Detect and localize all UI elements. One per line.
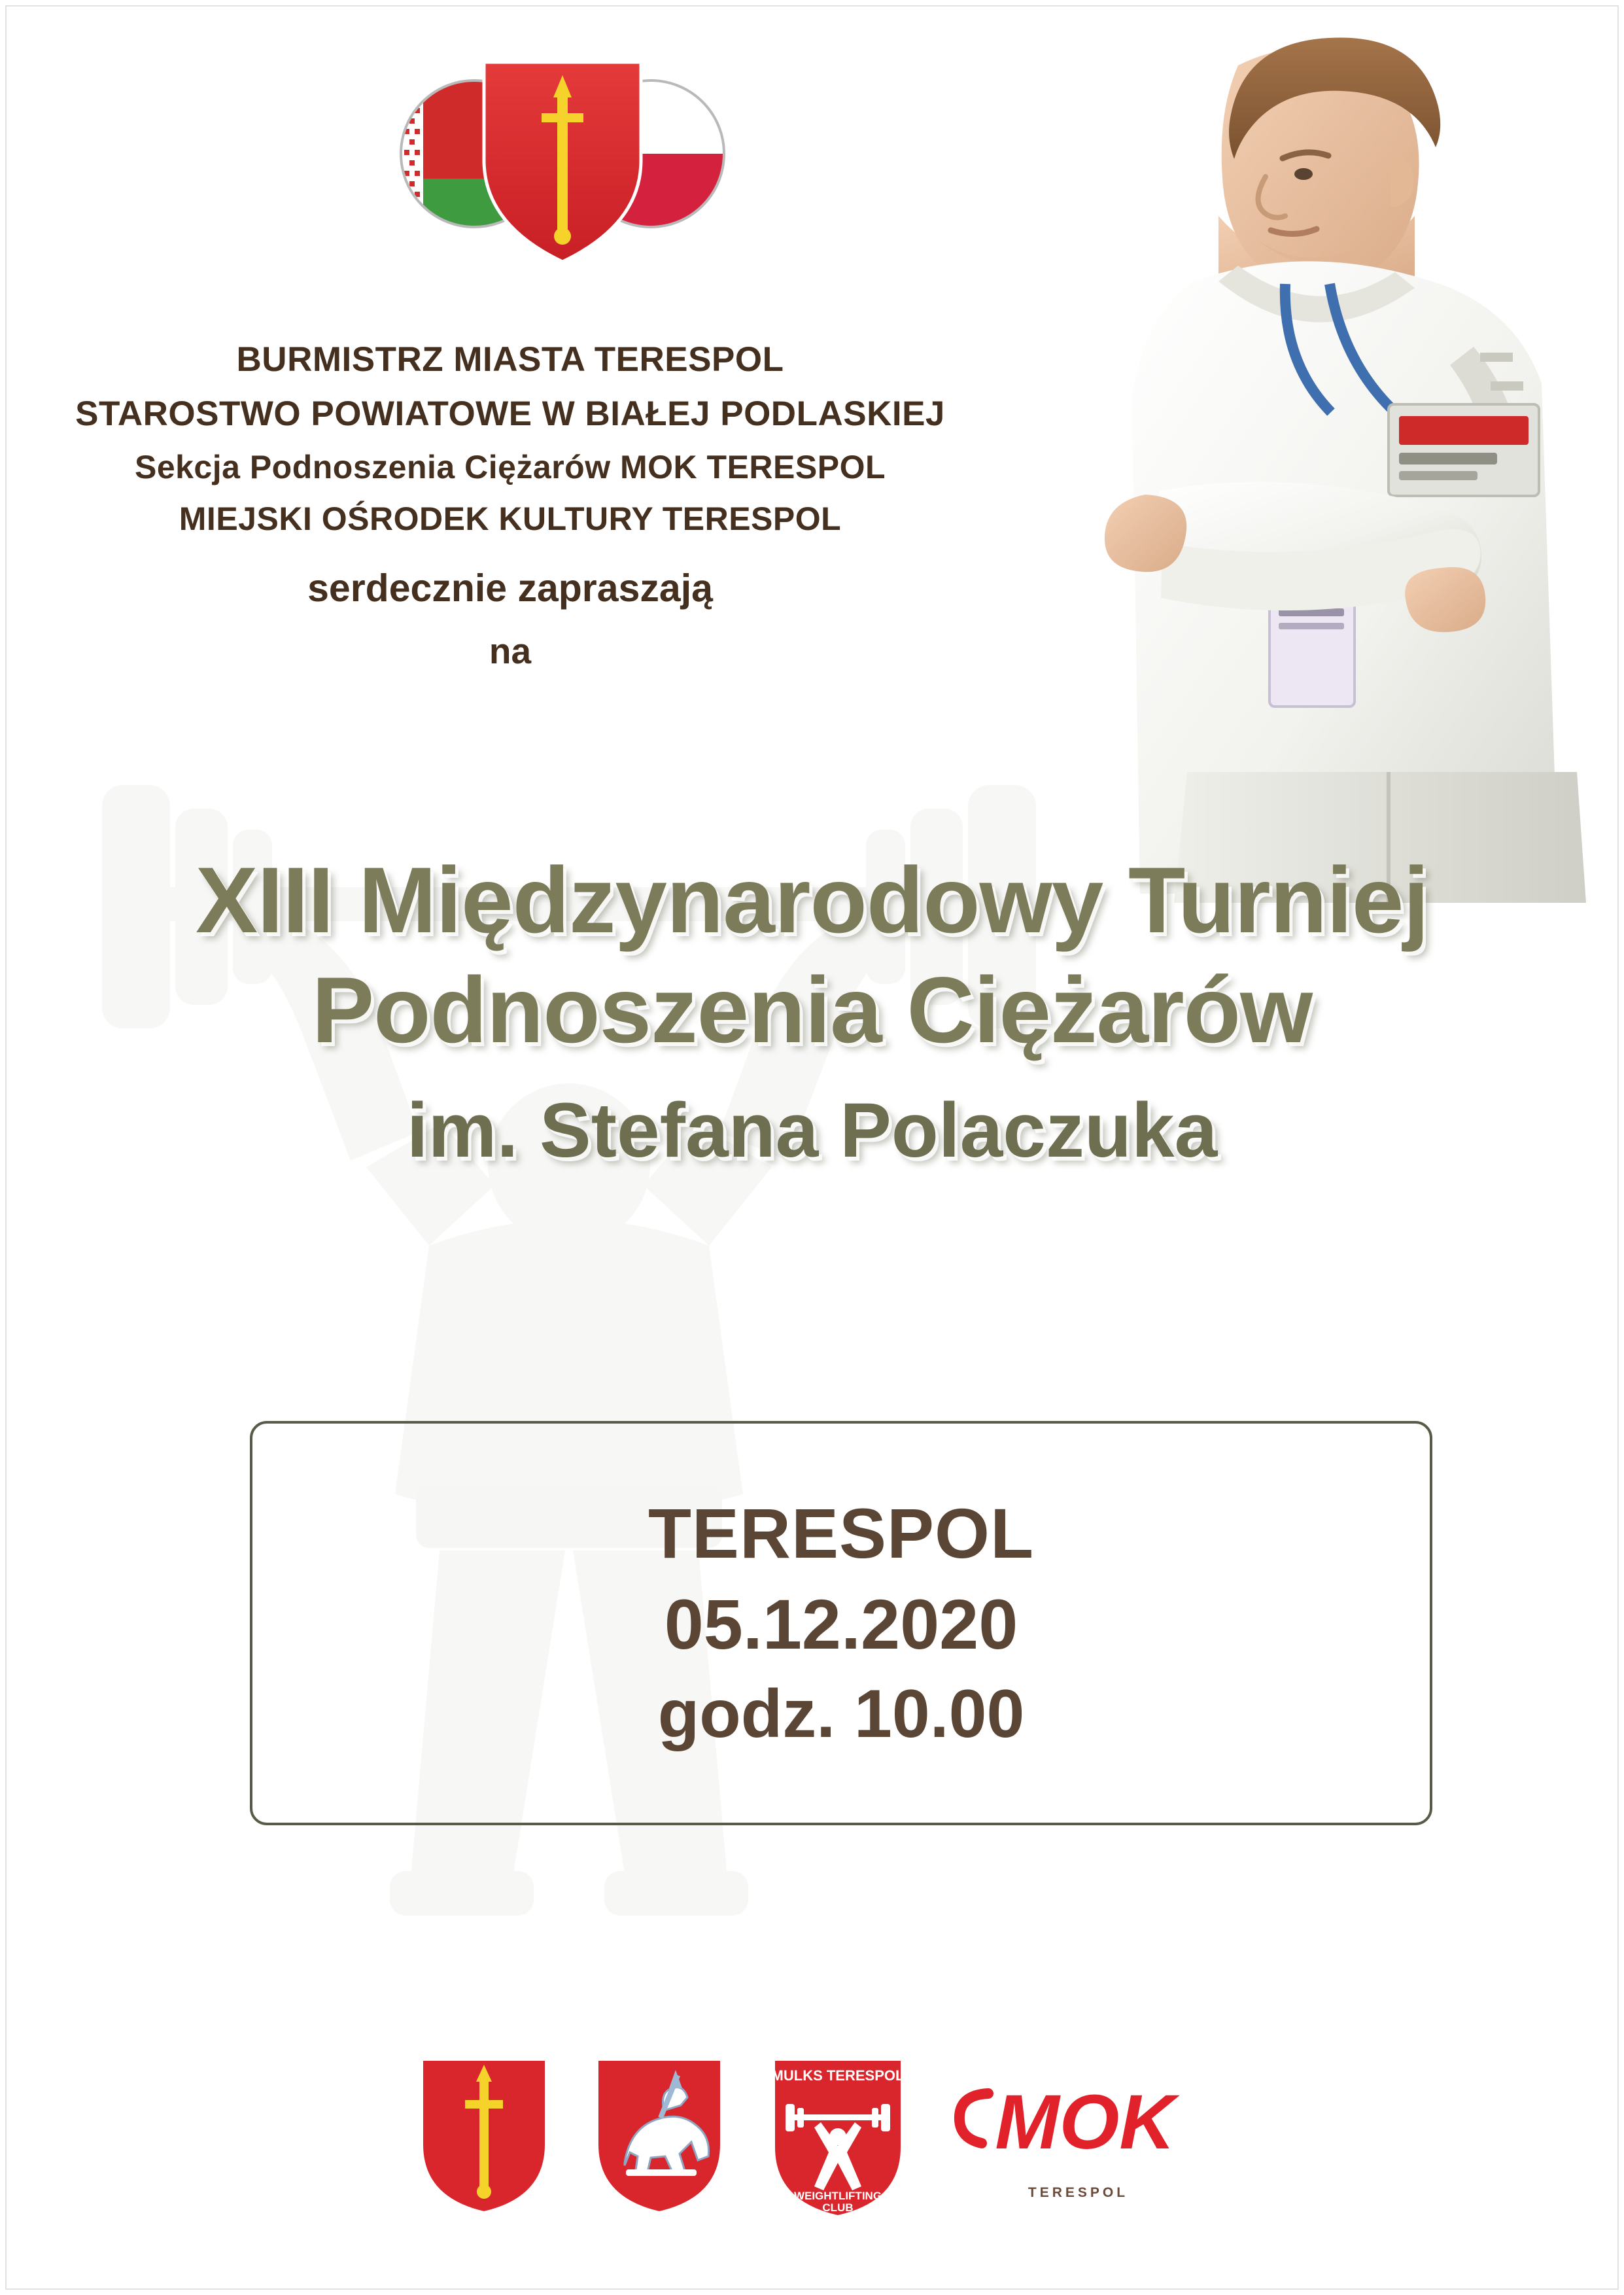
invitation-line: serdecznie zapraszają — [307, 566, 713, 610]
title-line-3: im. Stefana Polaczuka — [406, 1087, 1218, 1174]
terespol-crest-with-flags-icon — [366, 36, 759, 285]
svg-text:CLUB: CLUB — [821, 2201, 854, 2214]
svg-text:WEIGHTLIFTING: WEIGHTLIFTING — [793, 2190, 882, 2202]
event-title — [0, 850, 1624, 1172]
organizer-line-2: STAROSTWO POWIATOWE W BIAŁEJ PODLASKIEJ — [75, 394, 945, 433]
title-line-1: XIII Międzynarodowy Turniej — [195, 849, 1429, 953]
mok-logo-subtitle: TERESPOL — [1028, 2185, 1129, 2200]
terespol-coat-of-arms-icon — [415, 2054, 553, 2218]
organizers-block — [0, 340, 1020, 672]
title-line-2: Podnoszenia Ciężarów — [311, 958, 1313, 1063]
event-city: TERESPOL — [648, 1494, 1035, 1573]
footer-logos — [0, 2054, 1624, 2218]
mok-logo-icon — [948, 2071, 1209, 2182]
organizer-line-1: BURMISTRZ MIASTA TERESPOL — [236, 340, 784, 379]
event-time: godz. 10.00 — [657, 1675, 1025, 1752]
organizer-line-3: Sekcja Podnoszenia Ciężarów MOK TERESPOL — [134, 448, 886, 485]
event-details-box — [250, 1421, 1432, 1825]
coach-photo — [1022, 20, 1611, 903]
event-date: 05.12.2020 — [664, 1585, 1018, 1664]
organizer-line-4: MIEJSKI OŚRODEK KULTURY TERESPOL — [179, 500, 842, 538]
mok-logo — [948, 2071, 1209, 2201]
biala-podlaska-county-coat-of-arms-icon — [591, 2054, 728, 2218]
svg-text:MULKS TERESPOL: MULKS TERESPOL — [771, 2067, 904, 2084]
mulks-terespol-weightlifting-club-icon — [766, 2054, 910, 2218]
invitation-preposition: na — [489, 630, 532, 671]
svg-text:MOK: MOK — [994, 2079, 1175, 2165]
